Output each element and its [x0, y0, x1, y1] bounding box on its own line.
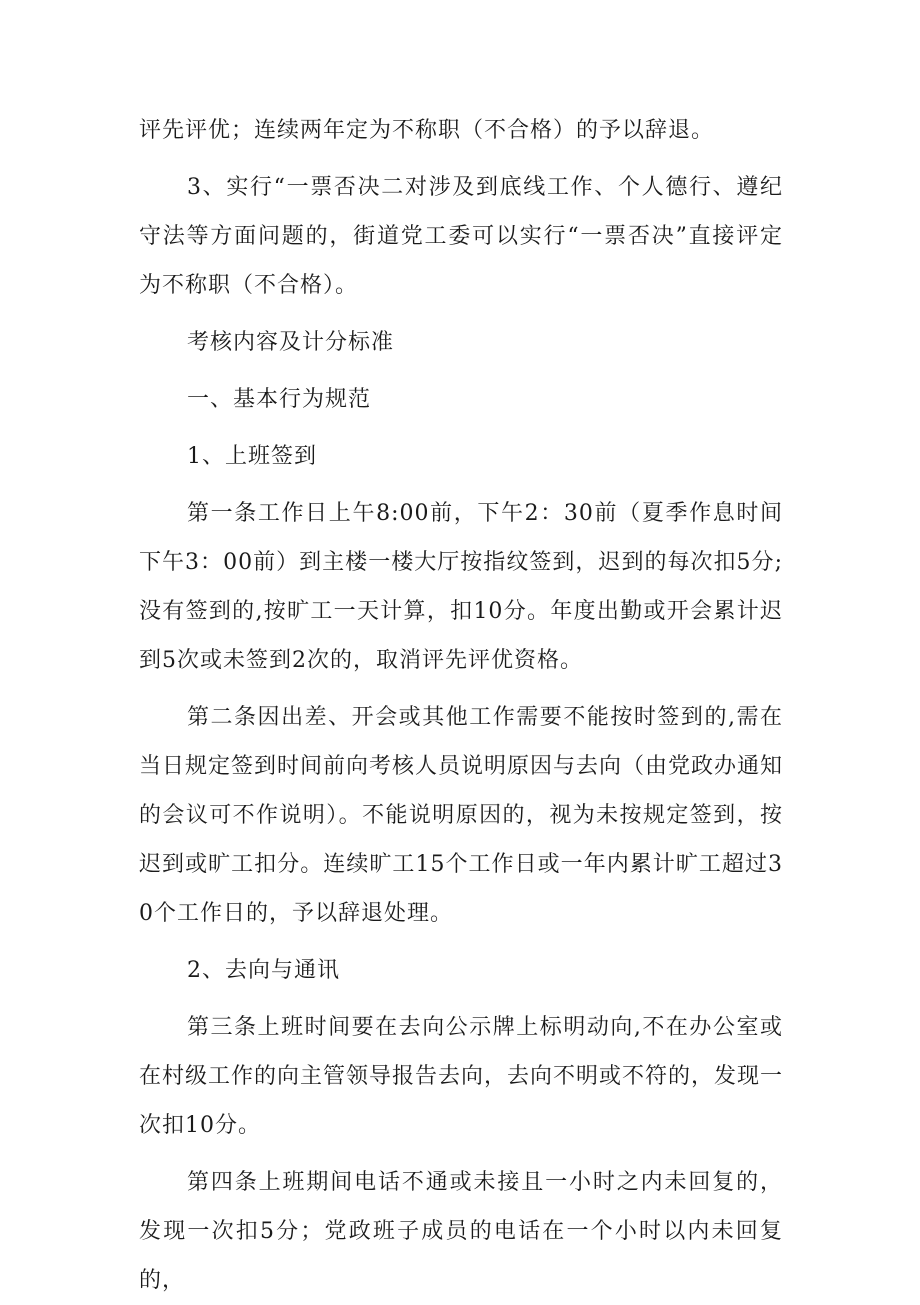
paragraph-continuation: 评先评优；连续两年定为不称职（不合格）的予以辞退。: [139, 118, 715, 143]
subheading-check-in: 1、上班签到: [187, 444, 317, 469]
paragraph-article-2: 第二条因出差、开会或其他工作需要不能按时签到的,需在当日规定签到时间前向考核人员说明原因与去向（由党政办通知的会议可不作说明）。不能说明原因的，视为未按规定签到，按迟到或旷工扣分。连续旷工15个工作日或一年内累计旷工超过30个工作日的，予以辞退处理。: [139, 705, 784, 926]
paragraph-article-4: 第四条上班期间电话不通或未接且一小时之内未回复的，发现一次扣5分；党政班子成员的电话在一个小时以内未回复的，: [139, 1170, 783, 1293]
document-body: [139, 106, 783, 1305]
paragraph-rule-3: 3、实行“一票否决二对涉及到底线工作、个人德行、遵纪守法等方面问题的，街道党工委可以实行“一票否决”直接评定为不称职（不合格）。: [139, 175, 783, 298]
paragraph-article-3: 第三条上班时间要在去向公示牌上标明动向,不在办公室或在村级工作的向主管领导报告去向，去向不明或不符的，发现一次扣10分。: [139, 1015, 784, 1138]
section-heading-basic-conduct: 一、基本行为规范: [187, 387, 372, 412]
subheading-whereabouts: 2、去向与通讯: [187, 958, 340, 983]
section-heading-assessment: 考核内容及计分标准: [187, 330, 395, 355]
paragraph-article-1: 第一条工作日上午8:00前，下午2：30前（夏季作息时间下午3：00前）到主楼一楼大厅按指纹签到，迟到的每次扣5分;没有签到的,按旷工一天计算，扣10分。年度出勤或开会累计迟到5次或未签到2次的，取消评先评优资格。: [139, 501, 783, 673]
